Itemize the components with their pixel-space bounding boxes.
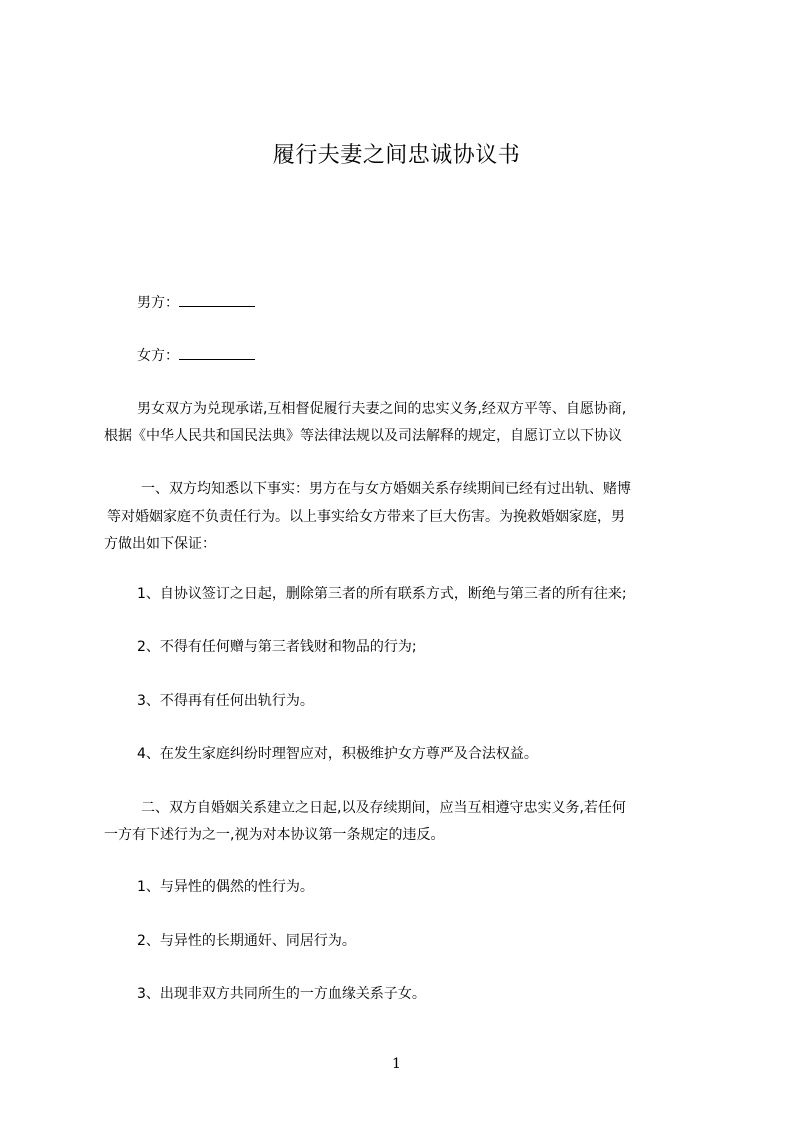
section1-item: 3、不得再有任何出轨行为。 <box>137 693 314 709</box>
intro-line-2: 根据《中华人民共和国民法典》等法律法规以及司法解释的规定，自愿订立以下协议 <box>104 428 622 444</box>
section2-line-1: 二、双方自婚姻关系建立之日起,以及存续期间，应当互相遵守忠实义务,若任何 <box>141 800 626 816</box>
page-number: 1 <box>392 1056 401 1072</box>
section1-line-2: 等对婚姻家庭不负责任行为。以上事实给女方带来了巨大伤害。为挽救婚姻家庭，男 <box>107 509 625 525</box>
document-title: 履行夫妻之间忠诚协议书 <box>272 143 521 168</box>
party-male-line <box>137 293 255 312</box>
party-male-label: 男方： <box>137 295 179 311</box>
section1-line-1: 一、双方均知悉以下事实：男方在与女方婚姻关系存续期间已经有过出轨、赌博 <box>141 481 631 497</box>
section1-item: 2、不得有任何赠与第三者钱财和物品的行为; <box>137 639 417 655</box>
section1-item: 4、在发生家庭纠纷时理智应对，积极维护女方尊严及合法权益。 <box>137 746 538 762</box>
section2-line-2: 一方有下述行为之一,视为对本协议第一条规定的违反。 <box>104 827 445 843</box>
party-female-line <box>137 346 255 365</box>
section2-item: 1、与异性的偶然的性行为。 <box>137 879 314 895</box>
section1-line-3: 方做出如下保证： <box>104 536 216 552</box>
section2-item: 2、与异性的长期通奸、同居行为。 <box>137 933 356 949</box>
party-female-label: 女方： <box>137 348 179 364</box>
intro-line-1: 男女双方为兑现承诺,互相督促履行夫妻之间的忠实义务,经双方平等、自愿协商, <box>137 401 627 417</box>
party-female-blank <box>179 346 255 360</box>
section1-item: 1、自协议签订之日起，删除第三者的所有联系方式，断绝与第三者的所有往来; <box>137 586 627 602</box>
section2-item: 3、出现非双方共同所生的一方血缘关系子女。 <box>137 986 426 1002</box>
party-male-blank <box>179 293 255 307</box>
